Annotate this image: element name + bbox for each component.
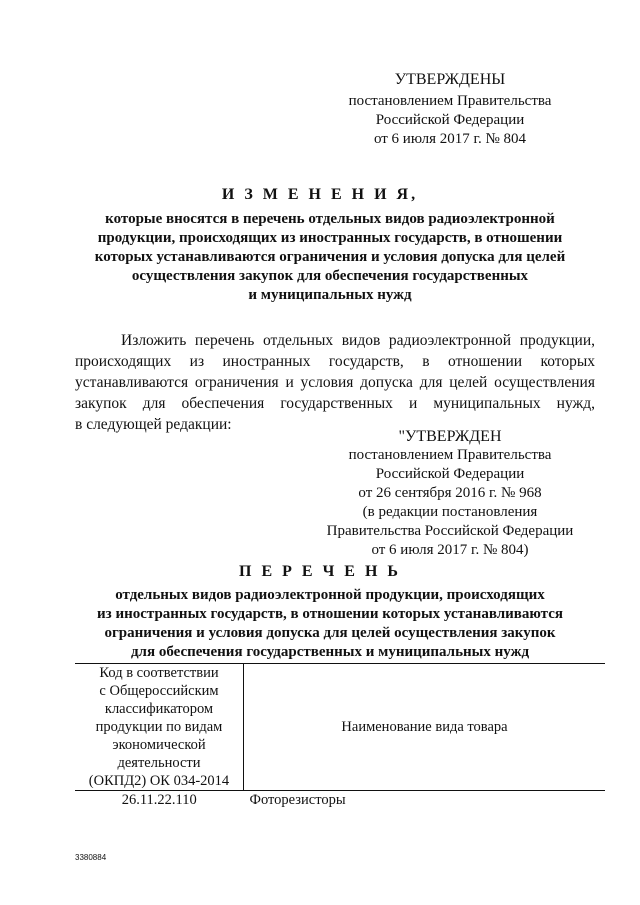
header-line: (ОКПД2) ОК 034-2014 <box>88 773 230 789</box>
inner-approval-line: от 6 июля 2017 г. № 804) <box>371 542 529 558</box>
changes-subtitle-line: и муниципальных нужд <box>248 287 412 303</box>
list-subtitle-line: отдельных видов радиоэлектронной продукции, происходящих <box>115 587 545 603</box>
table-row <box>75 791 605 810</box>
products-table <box>75 663 605 809</box>
row-code: 26.11.22.110 <box>121 792 197 808</box>
inner-approval-line: Правительства Российской Федерации <box>326 523 574 539</box>
table-header-row <box>75 664 605 791</box>
changes-subtitle <box>60 210 600 305</box>
inner-approval-line: постановлением Правительства <box>348 447 552 463</box>
paragraph-line: закупок для обеспечения государственных и муниципальных нужд, <box>75 395 595 412</box>
approval-line: Российской Федерации <box>375 112 525 128</box>
body-paragraph <box>75 330 595 435</box>
changes-heading: И З М Е Н Е Н И Я, <box>221 186 419 203</box>
document-number: 3380884 <box>75 853 107 862</box>
header-line: классификатором <box>104 701 214 717</box>
header-line: деятельности <box>117 755 201 771</box>
col-name-header: Наименование вида товара <box>244 664 606 791</box>
inner-approval-stamp <box>300 427 600 560</box>
approval-line: постановлением Правительства <box>348 93 552 109</box>
changes-subtitle-line: которых устанавливаются ограничения и условия допуска для целей <box>94 249 566 265</box>
list-subtitle-line: из иностранных государств, в отношении которых устанавливаются <box>97 606 563 622</box>
col-code-header <box>75 664 244 791</box>
list-subtitle <box>60 586 600 662</box>
inner-approval-title: "УТВЕРЖДЕН <box>398 428 502 445</box>
approval-line: от 6 июля 2017 г. № 804 <box>373 131 527 147</box>
approval-stamp <box>300 70 600 149</box>
paragraph-line: в следующей редакции: <box>75 416 232 433</box>
inner-approval-line: Российской Федерации <box>375 466 525 482</box>
approval-title: УТВЕРЖДЕНЫ <box>394 71 506 88</box>
list-heading: П Е Р Е Ч Е Н Ь <box>239 563 401 580</box>
changes-subtitle-line: которые вносятся в перечень отдельных видов радиоэлектронной <box>105 211 555 227</box>
header-line: продукции по видам <box>95 719 223 735</box>
paragraph-line: устанавливаются ограничения и условия допуска для целей осуществления <box>75 374 595 391</box>
changes-subtitle-line: осуществления закупок для обеспечения государственных <box>131 268 529 284</box>
list-subtitle-line: ограничения и условия допуска для целей осуществления закупок <box>104 625 556 641</box>
row-name: Фоторезисторы <box>249 792 346 808</box>
list-subtitle-line: для обеспечения государственных и муниципальных нужд <box>130 644 530 660</box>
paragraph-line: происходящих из иностранных государств, в отношении которых <box>75 353 595 370</box>
header-line: экономической <box>112 737 206 753</box>
inner-approval-line: (в редакции постановления <box>362 504 538 520</box>
header-line: Код в соответствии <box>99 665 219 681</box>
changes-subtitle-line: продукции, происходящих из иностранных государств, в отношении <box>97 230 563 246</box>
paragraph-line: Изложить перечень отдельных видов радиоэлектронной продукции, <box>121 332 595 349</box>
header-line: с Общероссийским <box>99 683 219 699</box>
inner-approval-line: от 26 сентября 2016 г. № 968 <box>358 485 542 501</box>
